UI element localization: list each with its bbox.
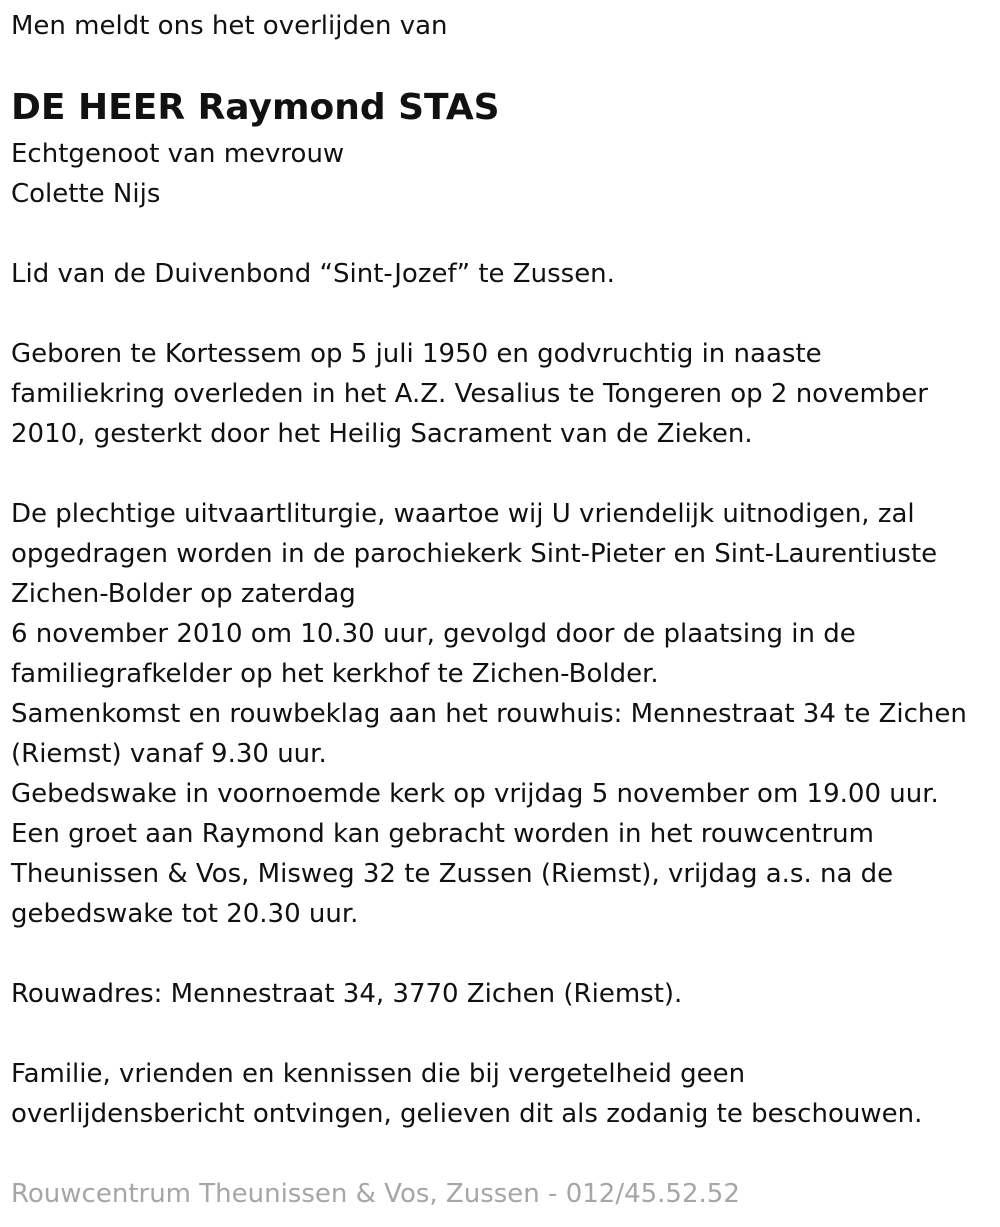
funeral-line: Zichen-Bolder op zaterdag <box>11 579 356 609</box>
closing-paragraph <box>11 1054 996 1134</box>
funeral-line: Samenkomst en rouwbeklag aan het rouwhuis: Mennestraat 34 te Zichen <box>11 699 967 729</box>
spacer <box>11 454 996 494</box>
spouse-line-1: Echtgenoot van mevrouw <box>11 139 345 169</box>
funeral-line: De plechtige uitvaartliturgie, waartoe wij U vriendelijk uitnodigen, zal <box>11 499 915 529</box>
spacer <box>11 934 996 974</box>
funeral-line: Een groet aan Raymond kan gebracht worden in het rouwcentrum <box>11 819 874 849</box>
birth-death-line: familiekring overleden in het A.Z. Vesalius te Tongeren op 2 november <box>11 379 928 409</box>
membership-line: Lid van de Duivenbond “Sint-Jozef” te Zussen. <box>11 259 615 289</box>
spouse-block <box>11 134 996 214</box>
spacer <box>11 214 996 254</box>
closing-line: Familie, vrienden en kennissen die bij vergetelheid geen <box>11 1059 746 1089</box>
funeral-line: 6 november 2010 om 10.30 uur, gevolgd door de plaatsing in de <box>11 619 856 649</box>
funeral-line: Gebedswake in voornoemde kerk op vrijdag 5 november om 19.00 uur. <box>11 779 939 809</box>
birth-death-paragraph <box>11 334 996 454</box>
death-notice <box>11 6 996 1134</box>
spacer <box>11 294 996 334</box>
funeral-line: familiegrafkelder op het kerkhof te Zichen-Bolder. <box>11 659 659 689</box>
birth-death-line: 2010, gesterkt door het Heilig Sacrament van de Zieken. <box>11 419 753 449</box>
funeral-paragraph <box>11 494 996 934</box>
spacer <box>11 1014 996 1054</box>
funeral-home-footer: Rouwcentrum Theunissen & Vos, Zussen - 012/45.52.52 <box>11 1179 740 1209</box>
closing-line: overlijdensbericht ontvingen, gelieven dit als zodanig te beschouwen. <box>11 1099 923 1129</box>
intro-line: Men meldt ons het overlijden van <box>11 11 448 41</box>
funeral-line: Theunissen & Vos, Misweg 32 te Zussen (Riemst), vrijdag a.s. na de <box>11 859 894 889</box>
mourning-address: Rouwadres: Mennestraat 34, 3770 Zichen (Riemst). <box>11 979 683 1009</box>
deceased-name: DE HEER Raymond STAS <box>11 87 500 128</box>
spouse-line-2: Colette Nijs <box>11 179 161 209</box>
funeral-line: gebedswake tot 20.30 uur. <box>11 899 359 929</box>
funeral-line: (Riemst) vanaf 9.30 uur. <box>11 739 327 769</box>
funeral-line: opgedragen worden in de parochiekerk Sint-Pieter en Sint-Laurentiuste <box>11 539 938 569</box>
birth-death-line: Geboren te Kortessem op 5 juli 1950 en godvruchtig in naaste <box>11 339 822 369</box>
